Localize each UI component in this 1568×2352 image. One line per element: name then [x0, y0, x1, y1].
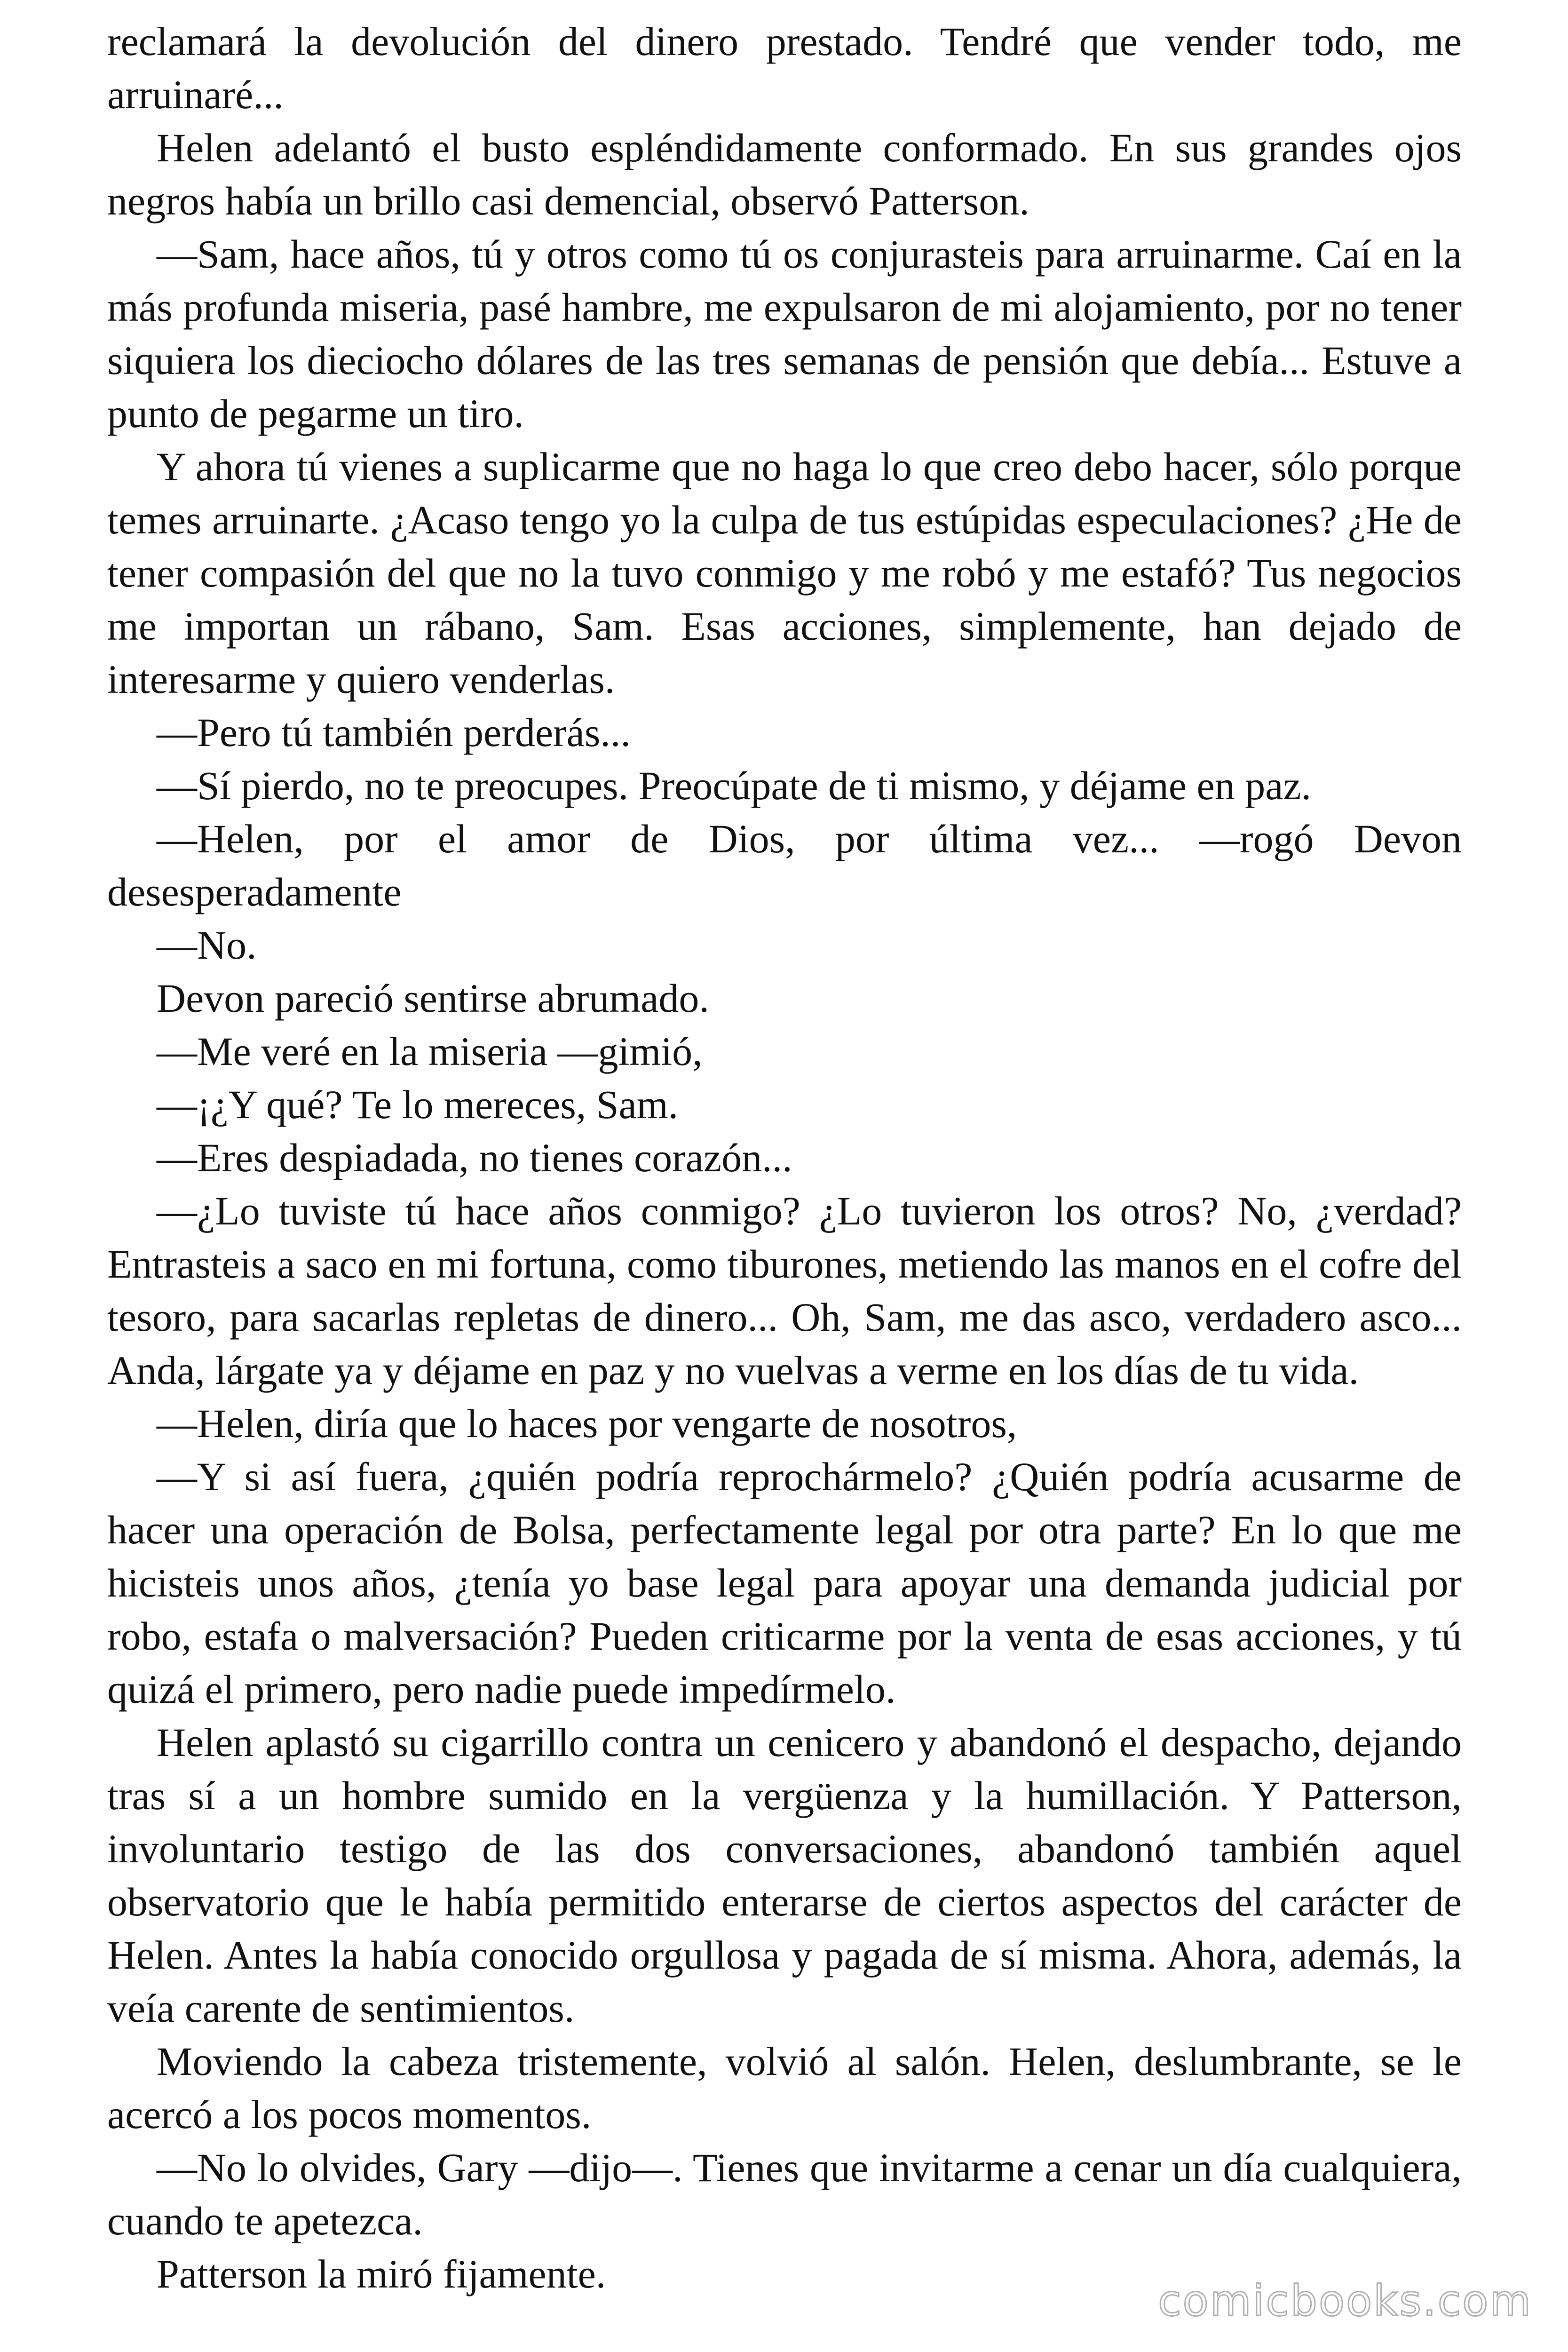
- paragraph: —¡¿Y qué? Te lo mereces, Sam.: [157, 1082, 679, 1127]
- paragraph: —Eres despiadada, no tienes corazón...: [157, 1135, 792, 1180]
- paragraph: Helen adelantó el busto espléndidamente conformado. En sus grandes ojos negros había un brillo casi demencial, observó Patterson.: [107, 125, 1462, 223]
- paragraph: —Pero tú también perderás...: [157, 710, 631, 755]
- paragraph: —Me veré en la miseria —gimió,: [157, 1029, 703, 1074]
- paragraph: Y ahora tú vienes a suplicarme que no haga lo que creo debo hacer, sólo porque temes arruinarte. ¿Acaso tengo yo la culpa de tus estúpidas especulaciones? ¿He de tener compasión del que no la tuvo conmigo y me robó y me estafó? Tus negocios me importan un rábano, Sam. Esas acciones, simplemente, han dejado de interesarme y quiero venderlas.: [107, 444, 1462, 702]
- paragraph: —Y si así fuera, ¿quién podría reprochármelo? ¿Quién podría acusarme de hacer una operación de Bolsa, perfectamente legal por otra parte? En lo que me hicisteis unos años, ¿tenía yo base legal para apoyar una demanda judicial por robo, estafa o malversación? Pueden criticarme por la venta de esas acciones, y tú quizá el primero, pero nadie puede impedírmelo.: [107, 1454, 1462, 1712]
- paragraph: Patterson la miró fijamente.: [157, 2251, 606, 2296]
- book-page-text: [107, 15, 1462, 2301]
- paragraph: Devon pareció sentirse abrumado.: [157, 976, 709, 1021]
- paragraph: —No.: [157, 922, 257, 968]
- paragraph: —Helen, diría que lo haces por vengarte de nosotros,: [157, 1401, 1017, 1446]
- site-watermark: comicbooks.com: [1158, 2276, 1532, 2326]
- paragraph: Helen aplastó su cigarrillo contra un cenicero y abandonó el despacho, dejando tras sí a un hombre sumido en la vergüenza y la humillación. Y Patterson, involuntario testigo de las dos conversaciones, abandonó también aquel observatorio que le había permitido enterarse de ciertos aspectos del carácter de Helen. Antes la había conocido orgullosa y pagada de sí misma. Ahora, además, la veía carente de sentimientos.: [107, 1720, 1462, 2031]
- paragraph-continuation: reclamará la devolución del dinero prestado. Tendré que vender todo, me arruinaré...: [107, 19, 1462, 117]
- paragraph: —Sí pierdo, no te preocupes. Preocúpate de ti mismo, y déjame en paz.: [157, 763, 1312, 808]
- paragraph: —No lo olvides, Gary —dijo—. Tienes que invitarme a cenar un día cualquiera, cuando te apetezca.: [107, 2145, 1462, 2243]
- paragraph: —Sam, hace años, tú y otros como tú os conjurasteis para arruinarme. Caí en la más profunda miseria, pasé hambre, me expulsaron de mi alojamiento, por no tener siquiera los dieciocho dólares de las tres semanas de pensión que debía... Estuve a punto de pegarme un tiro.: [107, 231, 1462, 436]
- paragraph: —Helen, por el amor de Dios, por última vez... —rogó Devon desesperadamente: [107, 816, 1462, 914]
- paragraph: Moviendo la cabeza tristemente, volvió al salón. Helen, deslumbrante, se le acercó a los pocos momentos.: [107, 2039, 1462, 2137]
- paragraph: —¿Lo tuviste tú hace años conmigo? ¿Lo tuvieron los otros? No, ¿verdad? Entrasteis a saco en mi fortuna, como tiburones, metiendo las manos en el cofre del tesoro, para sacarlas repletas de dinero... Oh, Sam, me das asco, verdadero asco... Anda, lárgate ya y déjame en paz y no vuelvas a verme en los días de tu vida.: [107, 1188, 1462, 1393]
